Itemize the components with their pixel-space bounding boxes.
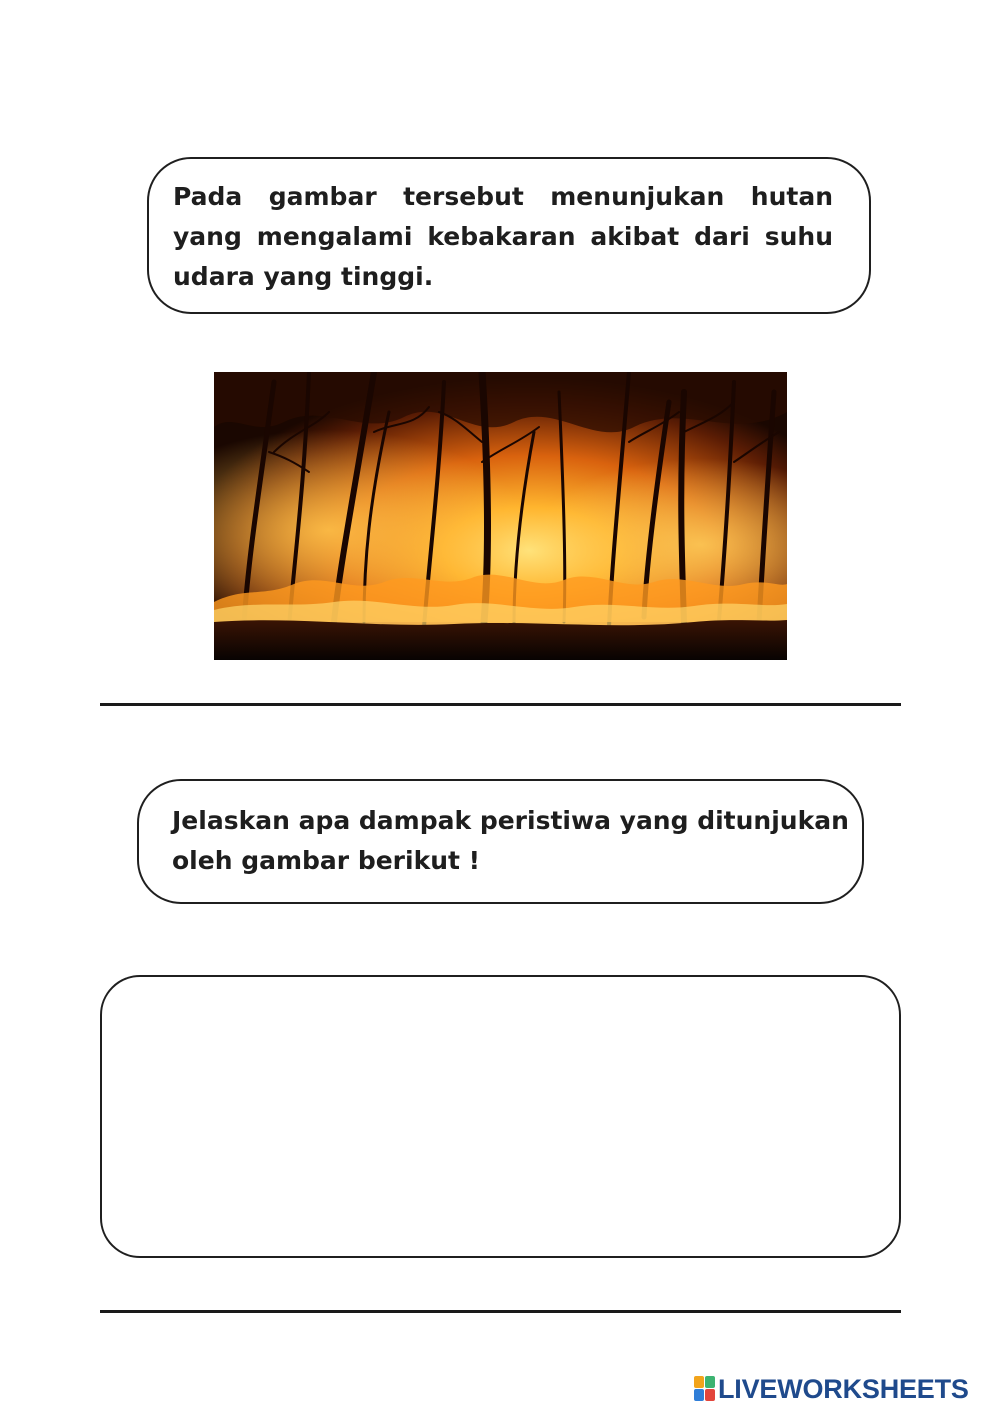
divider-line: [100, 703, 901, 706]
forest-fire-photo: [214, 372, 787, 660]
liveworksheets-logo: [694, 1372, 969, 1406]
answer-input[interactable]: [122, 995, 883, 1242]
description-bubble: [147, 157, 871, 314]
question-text: Jelaskan apa dampak peristiwa yang ditunjukan oleh gambar berikut !: [172, 806, 849, 875]
liveworksheets-logo-icon: [694, 1376, 716, 1402]
question-bubble: [137, 779, 864, 904]
answer-box[interactable]: [100, 975, 901, 1258]
description-text: Pada gambar tersebut menunjukan hutan yang mengalami kebakaran akibat dari suhu udara yang tinggi.: [173, 182, 833, 291]
divider-line: [100, 1310, 901, 1313]
liveworksheets-logo-text: LIVEWORKSHEETS: [718, 1374, 969, 1404]
